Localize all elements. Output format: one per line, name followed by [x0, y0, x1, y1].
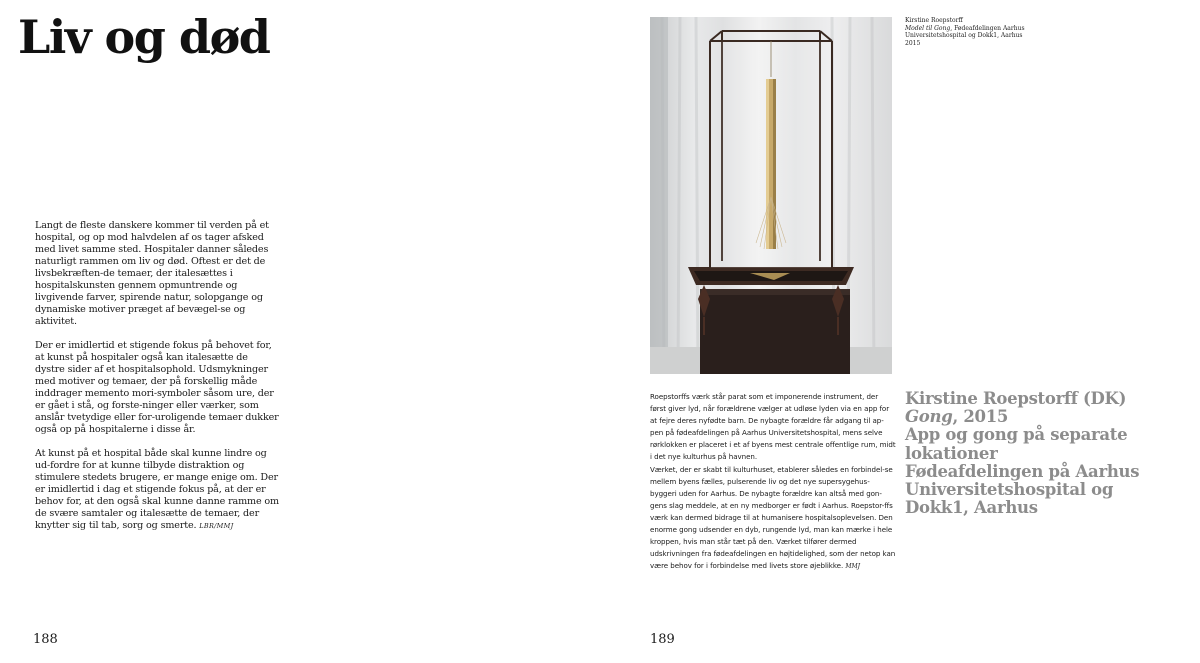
photo-caption [905, 17, 1035, 47]
description-paragraph-2-text: Værket, der er skabt til kulturhuset, etablerer således en forbindel-se mellem byens fælles, pulserende liv og det nye supersygehus-byggeri uden for Aarhus. De nybagte forældre kan altså med gon-gens slag meddele, at en ny medborger er født i Aarhus. Roepstor-ffs værk kan dermed bidrage til at humanisere hospitalsoplevelsen. Den enorme gong udsender en dyb, rungende lyd, man kan mærke i hele kroppen, hvis man står tæt på den. Værket tilfører dermed udskrivningen fra fødeafdelingen en højtidelighed, som der netop kan være behov for i forbindelse med livets store øjeblikke. [650, 464, 896, 571]
right-page [600, 0, 1200, 663]
caption-location: , Fødeafdelingen Aarhus Universitetshospital og Dokk1, Aarhus [905, 24, 1025, 39]
page-title: Liv og død [18, 10, 270, 64]
artwork-heading [905, 390, 1165, 517]
page-number-left: 188 [33, 632, 58, 647]
heading-work [905, 408, 1165, 426]
author-signature: LBR/MMJ [199, 522, 234, 530]
artwork-description [650, 391, 896, 573]
gong-sculpture-illustration [650, 17, 892, 374]
artwork-photo [650, 17, 892, 374]
heading-line-4: lokationer [905, 443, 998, 463]
heading-line-6: Universitetshospital og [905, 480, 1114, 500]
intro-paragraph-2: Der er imidlertid et stigende fokus på behovet for, at kunst på hospitaler også kan italesætte de dystre sider af et hospitalsophold. Udsmykninger med motiver og temaer, der på forskellig måde inddrager memento mori-symboler såsom ure, der er gået i stå, og forste-ninger eller værker, som anslår tvetydige eller for-uroligende temaer dukker også op på hospitalerne i disse år. [35, 340, 279, 435]
caption-year: 2015 [905, 39, 921, 47]
intro-paragraph-1: Langt de fleste danskere kommer til verden på et hospital, og op mod halvdelen af os tager afsked med livet samme sted. Hospitaler danner således naturligt rammen om liv og død. Oftest er det de livsbekræften-de temaer, der italesættes i hospitalskunsten gennem opmuntrende og livgivende farver, spirende natur, solopgange og dynamiske motiver præget af bevægel-se og aktivitet. [35, 220, 269, 327]
heading-line-3: App og gong på separate [905, 425, 1128, 445]
heading-line-5: Fødeafdelingen på Aarhus [905, 461, 1140, 481]
intro-paragraph-3-text: At kunst på et hospital både skal kunne lindre og ud-fordre for at kunne tilbyde distraktion og stimulere stedets brugere, er mange enige om. Der er imidlertid i dag et stigende fokus på, at der er behov for, at den også skal kunne danne ramme om de svære samtaler og italesætte de temaer, der knytter sig til tab, sorg og smerte. [35, 448, 279, 531]
heading-year: , 2015 [952, 407, 1009, 427]
caption-work [905, 25, 1035, 40]
intro-paragraph-3 [35, 448, 280, 532]
description-signature: MMJ [845, 563, 860, 571]
heading-work-title: Gong [905, 407, 953, 427]
description-paragraph-1: Roepstorffs værk står parat som et imponerende instrument, der først giver lyd, når forældrene vælger at udløse lyden via en app for at fejre deres nyfødte barn. De nybagte forældre får adgang til ap-pen på fødeafdelingen på Aarhus Universitetshospital, mens selve rørklokken er placeret i et af byens mest centrale offentlige rum, midt i det nye kulturhus på havnen. [650, 392, 896, 462]
caption-artist: Kirstine Roepstorff [905, 17, 963, 24]
caption-work-title: Model til Gong [905, 24, 951, 32]
intro-text [35, 220, 280, 544]
heading-artist: Kirstine Roepstorff (DK) [905, 389, 1127, 408]
description-paragraph-2 [650, 464, 896, 574]
heading-line-7: Dokk1, Aarhus [905, 498, 1038, 518]
page-number-right: 189 [650, 632, 675, 647]
